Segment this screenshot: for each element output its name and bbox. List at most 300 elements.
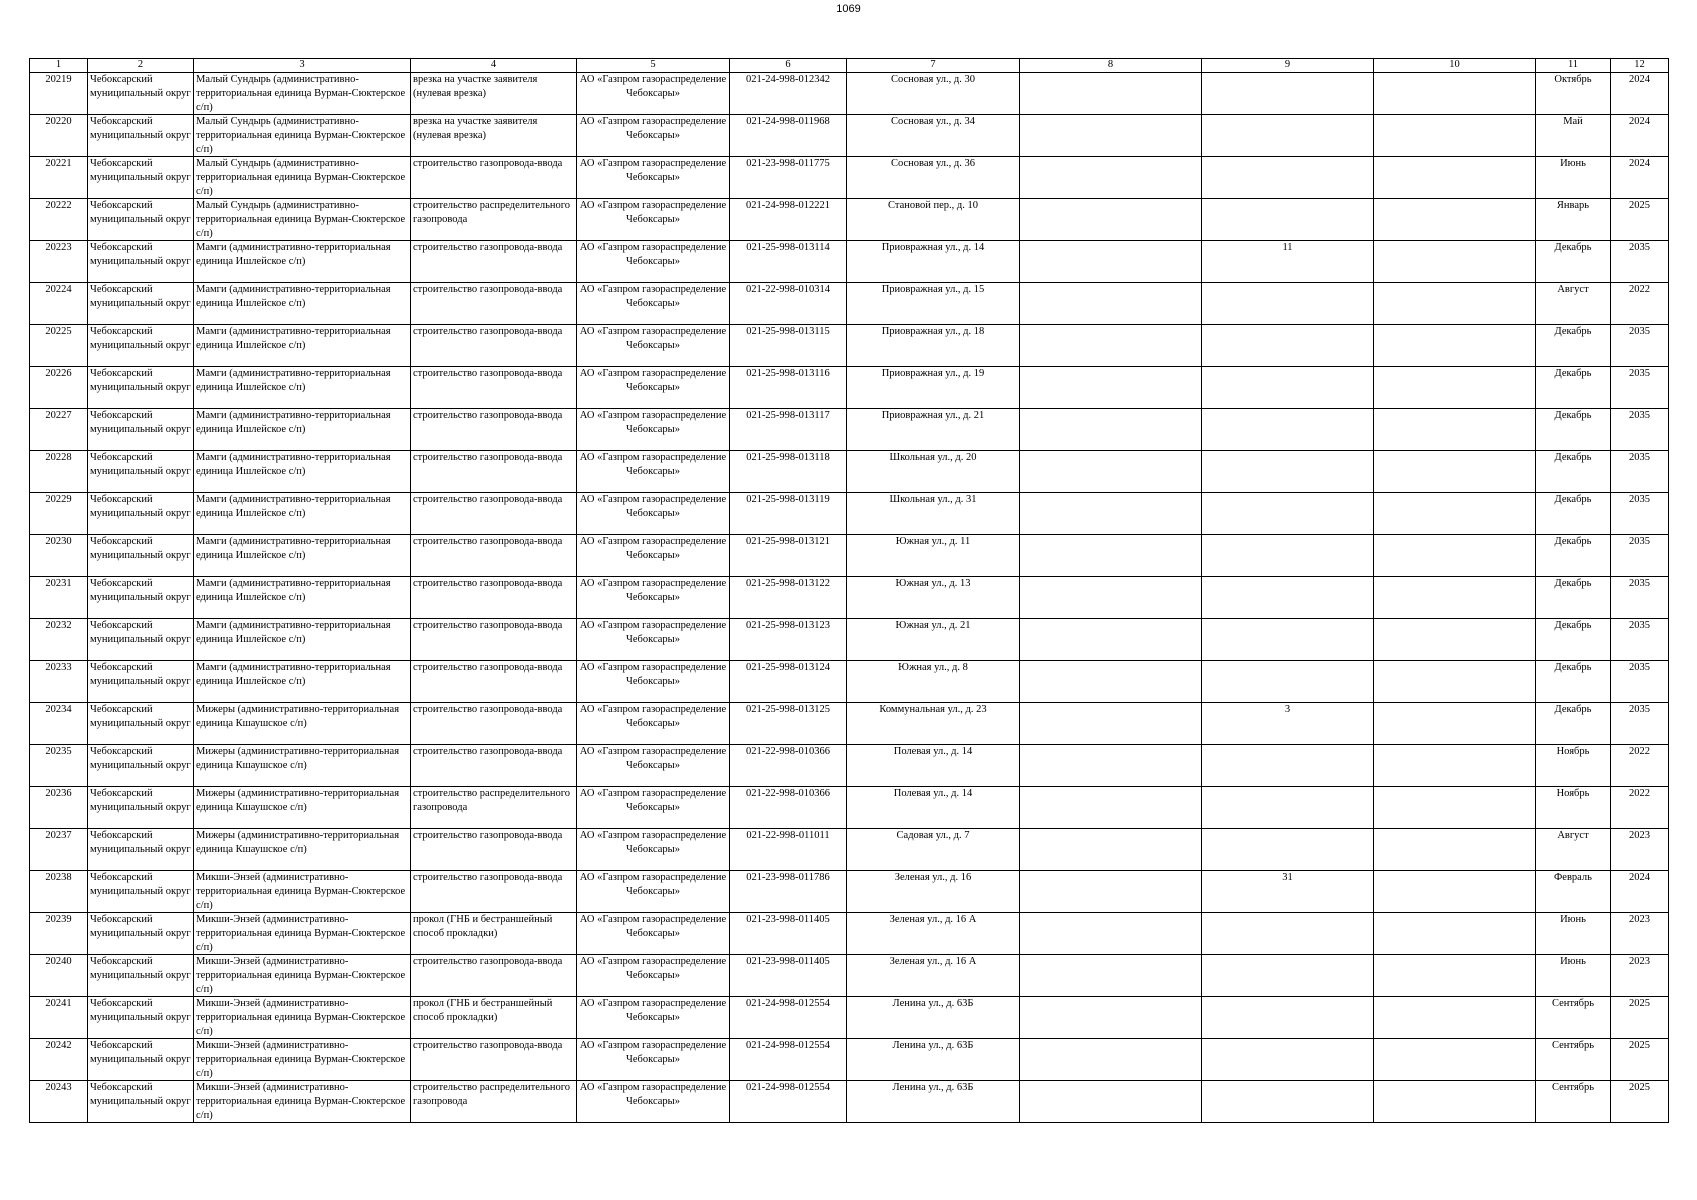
application-number-cell-text: 021-25-998-013116 — [746, 368, 830, 379]
year-cell — [1611, 157, 1669, 199]
year-cell — [1611, 493, 1669, 535]
column-10-cell — [1374, 409, 1536, 451]
address-cell — [847, 703, 1020, 745]
month-cell — [1536, 115, 1611, 157]
column-number-header: 3 — [194, 59, 411, 73]
year-cell — [1611, 787, 1669, 829]
address-cell-text: Сосновая ул., д. 30 — [891, 74, 975, 85]
work-type-cell-text: строительство газопровода-ввода — [413, 662, 563, 673]
application-number-cell-text: 021-25-998-013123 — [746, 620, 830, 631]
year-cell-text: 2024 — [1629, 74, 1650, 85]
year-cell — [1611, 199, 1669, 241]
settlement-cell — [194, 997, 411, 1039]
municipal-district-cell — [88, 283, 194, 325]
column-8-cell — [1020, 409, 1202, 451]
column-10-cell — [1374, 661, 1536, 703]
month-cell — [1536, 619, 1611, 661]
address-cell-text: Полевая ул., д. 14 — [893, 788, 973, 799]
municipal-district-cell-text: Чебоксарский муниципальный округ — [90, 578, 191, 603]
work-type-cell-text: строительство газопровода-ввода — [413, 956, 563, 967]
application-number-cell — [730, 367, 847, 409]
record-number-cell — [30, 493, 88, 535]
record-number-cell-text: 20240 — [45, 956, 72, 967]
column-number-header: 12 — [1611, 59, 1669, 73]
month-cell-text: Август — [1557, 284, 1589, 295]
record-number-cell — [30, 409, 88, 451]
settlement-cell — [194, 577, 411, 619]
record-number-cell — [30, 703, 88, 745]
work-type-cell-text: врезка на участке заявителя (нулевая врезка) — [413, 74, 538, 99]
municipal-district-cell-text: Чебоксарский муниципальный округ — [90, 284, 191, 309]
column-8-cell — [1020, 913, 1202, 955]
table-row — [30, 955, 1669, 997]
organization-cell-text: АО «Газпром газораспределение Чебоксары» — [579, 620, 727, 645]
municipal-district-cell — [88, 661, 194, 703]
municipal-district-cell — [88, 409, 194, 451]
column-10-cell — [1374, 115, 1536, 157]
month-cell — [1536, 703, 1611, 745]
record-number-cell — [30, 1039, 88, 1081]
record-number-cell — [30, 73, 88, 115]
month-cell-text: Декабрь — [1554, 578, 1592, 589]
settlement-cell-text: Мамги (административно-территориальная единица Ишлейское с/п) — [196, 368, 391, 393]
settlement-cell — [194, 787, 411, 829]
column-8-cell — [1020, 1039, 1202, 1081]
year-cell-text: 2035 — [1629, 578, 1650, 589]
application-number-cell — [730, 493, 847, 535]
work-type-cell-text: прокол (ГНБ и бестраншейный способ прокладки) — [413, 998, 553, 1023]
municipal-district-cell — [88, 703, 194, 745]
record-number-cell — [30, 157, 88, 199]
column-number-header: 5 — [577, 59, 730, 73]
address-cell-text: Садовая ул., д. 7 — [896, 830, 970, 841]
address-cell-text: Зеленая ул., д. 16 — [894, 872, 972, 883]
settlement-cell-text: Мамги (административно-территориальная единица Ишлейское с/п) — [196, 326, 391, 351]
application-number-cell-text: 021-25-998-013125 — [746, 704, 830, 715]
month-cell-text: Январь — [1556, 200, 1590, 211]
month-cell — [1536, 1081, 1611, 1123]
settlement-cell-text: Микши-Энзей (административно-территориальная единица Вурман-Сюктерское с/п) — [196, 1040, 406, 1079]
column-number-header: 6 — [730, 59, 847, 73]
table-row — [30, 661, 1669, 703]
settlement-cell-text: Микши-Энзей (административно-территориальная единица Вурман-Сюктерское с/п) — [196, 998, 406, 1037]
month-cell-text: Август — [1557, 830, 1589, 841]
month-cell-text: Декабрь — [1554, 368, 1592, 379]
settlement-cell — [194, 1039, 411, 1081]
column-10-cell — [1374, 619, 1536, 661]
month-cell — [1536, 283, 1611, 325]
record-number-cell-text: 20231 — [45, 578, 72, 589]
month-cell-text: Сентябрь — [1551, 1082, 1595, 1093]
work-type-cell — [411, 745, 577, 787]
application-number-cell-text: 021-23-998-011786 — [746, 872, 830, 883]
application-number-cell — [730, 199, 847, 241]
month-cell — [1536, 157, 1611, 199]
month-cell — [1536, 661, 1611, 703]
municipal-district-cell — [88, 241, 194, 283]
record-number-cell-text: 20241 — [45, 998, 72, 1009]
settlement-cell-text: Мижеры (административно-территориальная единица Кшаушское с/п) — [196, 746, 400, 771]
column-number-header: 9 — [1202, 59, 1374, 73]
municipal-district-cell — [88, 871, 194, 913]
table-row — [30, 871, 1669, 913]
work-type-cell-text: строительство газопровода-ввода — [413, 536, 563, 547]
column-8-cell — [1020, 325, 1202, 367]
application-number-cell — [730, 619, 847, 661]
municipal-district-cell — [88, 997, 194, 1039]
year-cell — [1611, 829, 1669, 871]
work-type-cell — [411, 955, 577, 997]
organization-cell — [577, 661, 730, 703]
municipal-district-cell-text: Чебоксарский муниципальный округ — [90, 494, 191, 519]
year-cell — [1611, 73, 1669, 115]
work-type-cell — [411, 913, 577, 955]
register-table — [29, 58, 1669, 1123]
year-cell — [1611, 913, 1669, 955]
application-number-cell-text: 021-25-998-013122 — [746, 578, 830, 589]
application-number-cell-text: 021-22-998-010314 — [746, 284, 830, 295]
work-type-cell — [411, 241, 577, 283]
table-row — [30, 829, 1669, 871]
work-type-cell-text: строительство газопровода-ввода — [413, 578, 563, 589]
address-cell-text: Ленина ул., д. 63Б — [892, 1082, 974, 1093]
organization-cell-text: АО «Газпром газораспределение Чебоксары» — [579, 284, 727, 309]
work-type-cell — [411, 577, 577, 619]
address-cell-text: Школьная ул., д. 20 — [889, 452, 977, 463]
application-number-cell-text: 021-22-998-011011 — [746, 830, 830, 841]
record-number-cell-text: 20233 — [45, 662, 72, 673]
address-cell — [847, 367, 1020, 409]
column-number-header: 4 — [411, 59, 577, 73]
settlement-cell — [194, 325, 411, 367]
municipal-district-cell — [88, 73, 194, 115]
column-9-cell — [1202, 451, 1374, 493]
work-type-cell-text: строительство газопровода-ввода — [413, 158, 563, 169]
column-9-cell — [1202, 577, 1374, 619]
settlement-cell — [194, 493, 411, 535]
month-cell-text: Сентябрь — [1551, 998, 1595, 1009]
settlement-cell-text: Микши-Энзей (административно-территориальная единица Вурман-Сюктерское с/п) — [196, 1082, 406, 1121]
column-8-cell — [1020, 451, 1202, 493]
year-cell-text: 2025 — [1629, 998, 1650, 1009]
record-number-cell-text: 20232 — [45, 620, 72, 631]
address-cell — [847, 73, 1020, 115]
municipal-district-cell — [88, 1081, 194, 1123]
table-row — [30, 115, 1669, 157]
municipal-district-cell — [88, 787, 194, 829]
settlement-cell — [194, 115, 411, 157]
column-9-cell — [1202, 619, 1374, 661]
year-cell-text: 2035 — [1629, 242, 1650, 253]
municipal-district-cell-text: Чебоксарский муниципальный округ — [90, 662, 191, 687]
organization-cell — [577, 703, 730, 745]
address-cell — [847, 241, 1020, 283]
organization-cell-text: АО «Газпром газораспределение Чебоксары» — [579, 74, 727, 99]
municipal-district-cell-text: Чебоксарский муниципальный округ — [90, 452, 191, 477]
organization-cell-text: АО «Газпром газораспределение Чебоксары» — [579, 788, 727, 813]
column-8-cell — [1020, 703, 1202, 745]
table-row — [30, 73, 1669, 115]
settlement-cell-text: Мамги (административно-территориальная единица Ишлейское с/п) — [196, 494, 391, 519]
column-8-cell — [1020, 535, 1202, 577]
column-9-cell — [1202, 199, 1374, 241]
column-10-cell — [1374, 73, 1536, 115]
table-row — [30, 1081, 1669, 1123]
settlement-cell-text: Мамги (административно-территориальная единица Ишлейское с/п) — [196, 536, 391, 561]
municipal-district-cell — [88, 1039, 194, 1081]
record-number-cell-text: 20237 — [45, 830, 72, 841]
column-9-cell — [1202, 325, 1374, 367]
organization-cell — [577, 871, 730, 913]
work-type-cell-text: строительство газопровода-ввода — [413, 368, 563, 379]
settlement-cell — [194, 1081, 411, 1123]
column-8-cell — [1020, 745, 1202, 787]
address-cell — [847, 115, 1020, 157]
column-8-cell — [1020, 1081, 1202, 1123]
application-number-cell-text: 021-22-998-010366 — [746, 746, 830, 757]
table-row — [30, 241, 1669, 283]
application-number-cell-text: 021-24-998-012554 — [746, 1082, 830, 1093]
year-cell-text: 2035 — [1629, 326, 1650, 337]
municipal-district-cell-text: Чебоксарский муниципальный округ — [90, 536, 191, 561]
organization-cell — [577, 493, 730, 535]
municipal-district-cell-text: Чебоксарский муниципальный округ — [90, 116, 191, 141]
column-number-header: 11 — [1536, 59, 1611, 73]
work-type-cell — [411, 409, 577, 451]
year-cell-text: 2035 — [1629, 452, 1650, 463]
year-cell — [1611, 955, 1669, 997]
municipal-district-cell — [88, 619, 194, 661]
month-cell-text: Ноябрь — [1556, 746, 1590, 757]
month-cell — [1536, 409, 1611, 451]
settlement-cell-text: Малый Сундырь (административно-территориальная единица Вурман-Сюктерское с/п) — [196, 200, 406, 239]
record-number-cell — [30, 871, 88, 913]
record-number-cell — [30, 745, 88, 787]
column-9-cell — [1202, 787, 1374, 829]
address-cell — [847, 787, 1020, 829]
column-10-cell — [1374, 451, 1536, 493]
column-9-cell — [1202, 493, 1374, 535]
year-cell — [1611, 367, 1669, 409]
column-8-cell — [1020, 157, 1202, 199]
record-number-cell — [30, 451, 88, 493]
work-type-cell — [411, 829, 577, 871]
address-cell-text: Южная ул., д. 21 — [895, 620, 971, 631]
month-cell-text: Декабрь — [1554, 452, 1592, 463]
settlement-cell-text: Мамги (административно-территориальная единица Ишлейское с/п) — [196, 578, 391, 603]
organization-cell — [577, 745, 730, 787]
work-type-cell-text: строительство газопровода-ввода — [413, 1040, 563, 1051]
month-cell — [1536, 199, 1611, 241]
column-9-cell — [1202, 871, 1374, 913]
column-9-cell-text: 11 — [1282, 242, 1293, 253]
settlement-cell — [194, 157, 411, 199]
table-row — [30, 157, 1669, 199]
work-type-cell — [411, 997, 577, 1039]
column-10-cell — [1374, 997, 1536, 1039]
record-number-cell-text: 20234 — [45, 704, 72, 715]
year-cell — [1611, 661, 1669, 703]
work-type-cell — [411, 661, 577, 703]
municipal-district-cell-text: Чебоксарский муниципальный округ — [90, 158, 191, 183]
month-cell — [1536, 955, 1611, 997]
column-10-cell — [1374, 325, 1536, 367]
work-type-cell-text: строительство газопровода-ввода — [413, 830, 563, 841]
year-cell — [1611, 619, 1669, 661]
work-type-cell-text: строительство газопровода-ввода — [413, 620, 563, 631]
address-cell — [847, 451, 1020, 493]
table-row — [30, 913, 1669, 955]
application-number-cell — [730, 703, 847, 745]
column-8-cell — [1020, 241, 1202, 283]
column-8-cell — [1020, 367, 1202, 409]
application-number-cell — [730, 577, 847, 619]
record-number-cell — [30, 115, 88, 157]
settlement-cell — [194, 199, 411, 241]
year-cell — [1611, 703, 1669, 745]
column-10-cell — [1374, 199, 1536, 241]
column-9-cell — [1202, 703, 1374, 745]
address-cell-text: Южная ул., д. 8 — [898, 662, 968, 673]
year-cell-text: 2035 — [1629, 620, 1650, 631]
municipal-district-cell-text: Чебоксарский муниципальный округ — [90, 872, 191, 897]
record-number-cell — [30, 955, 88, 997]
organization-cell-text: АО «Газпром газораспределение Чебоксары» — [579, 116, 727, 141]
address-cell-text: Ленина ул., д. 63Б — [892, 1040, 974, 1051]
month-cell-text: Июнь — [1560, 914, 1586, 925]
table-row — [30, 493, 1669, 535]
record-number-cell-text: 20225 — [45, 326, 72, 337]
work-type-cell — [411, 1081, 577, 1123]
settlement-cell — [194, 745, 411, 787]
municipal-district-cell — [88, 493, 194, 535]
settlement-cell — [194, 619, 411, 661]
year-cell-text: 2025 — [1629, 1082, 1650, 1093]
month-cell-text: Декабрь — [1554, 242, 1592, 253]
application-number-cell-text: 021-25-998-013117 — [746, 410, 830, 421]
organization-cell-text: АО «Газпром газораспределение Чебоксары» — [579, 200, 727, 225]
address-cell-text: Приовражная ул., д. 21 — [881, 410, 985, 421]
month-cell — [1536, 451, 1611, 493]
record-number-cell-text: 20226 — [45, 368, 72, 379]
organization-cell — [577, 73, 730, 115]
month-cell-text: Декабрь — [1554, 620, 1592, 631]
column-10-cell — [1374, 241, 1536, 283]
application-number-cell — [730, 745, 847, 787]
municipal-district-cell — [88, 577, 194, 619]
year-cell — [1611, 997, 1669, 1039]
column-8-cell — [1020, 283, 1202, 325]
organization-cell — [577, 325, 730, 367]
organization-cell-text: АО «Газпром газораспределение Чебоксары» — [579, 368, 727, 393]
application-number-cell — [730, 73, 847, 115]
municipal-district-cell-text: Чебоксарский муниципальный округ — [90, 956, 191, 981]
organization-cell-text: АО «Газпром газораспределение Чебоксары» — [579, 662, 727, 687]
settlement-cell — [194, 535, 411, 577]
column-9-cell — [1202, 283, 1374, 325]
column-10-cell — [1374, 787, 1536, 829]
year-cell-text: 2035 — [1629, 368, 1650, 379]
work-type-cell-text: прокол (ГНБ и бестраншейный способ прокладки) — [413, 914, 553, 939]
year-cell-text: 2024 — [1629, 116, 1650, 127]
column-number-header: 8 — [1020, 59, 1202, 73]
record-number-cell — [30, 913, 88, 955]
settlement-cell-text: Микши-Энзей (административно-территориальная единица Вурман-Сюктерское с/п) — [196, 914, 406, 953]
month-cell — [1536, 535, 1611, 577]
settlement-cell — [194, 829, 411, 871]
organization-cell — [577, 241, 730, 283]
column-8-cell — [1020, 661, 1202, 703]
settlement-cell-text: Мамги (административно-территориальная единица Ишлейское с/п) — [196, 410, 391, 435]
address-cell — [847, 199, 1020, 241]
application-number-cell-text: 021-23-998-011405 — [746, 914, 830, 925]
application-number-cell-text: 021-24-998-012342 — [746, 74, 830, 85]
organization-cell-text: АО «Газпром газораспределение Чебоксары» — [579, 998, 727, 1023]
year-cell-text: 2022 — [1629, 746, 1650, 757]
application-number-cell — [730, 157, 847, 199]
table-header — [30, 59, 1669, 73]
column-10-cell — [1374, 955, 1536, 997]
table-row — [30, 997, 1669, 1039]
municipal-district-cell-text: Чебоксарский муниципальный округ — [90, 830, 191, 855]
month-cell — [1536, 913, 1611, 955]
work-type-cell-text: строительство распределительного газопровода — [413, 200, 571, 225]
column-9-cell — [1202, 367, 1374, 409]
work-type-cell-text: строительство газопровода-ввода — [413, 452, 563, 463]
organization-cell — [577, 997, 730, 1039]
column-8-cell — [1020, 787, 1202, 829]
column-10-cell — [1374, 535, 1536, 577]
work-type-cell-text: строительство газопровода-ввода — [413, 746, 563, 757]
application-number-cell — [730, 661, 847, 703]
year-cell — [1611, 535, 1669, 577]
application-number-cell-text: 021-24-998-012221 — [746, 200, 830, 211]
column-10-cell — [1374, 871, 1536, 913]
column-10-cell — [1374, 493, 1536, 535]
application-number-cell-text: 021-25-998-013124 — [746, 662, 830, 673]
column-number-header: 7 — [847, 59, 1020, 73]
column-8-cell — [1020, 997, 1202, 1039]
record-number-cell-text: 20242 — [45, 1040, 72, 1051]
column-9-cell — [1202, 409, 1374, 451]
column-9-cell — [1202, 1081, 1374, 1123]
address-cell-text: Приовражная ул., д. 15 — [881, 284, 985, 295]
municipal-district-cell — [88, 535, 194, 577]
address-cell-text: Сосновая ул., д. 36 — [891, 158, 975, 169]
column-number-header: 1 — [30, 59, 88, 73]
organization-cell-text: АО «Газпром газораспределение Чебоксары» — [579, 494, 727, 519]
address-cell — [847, 577, 1020, 619]
table-row — [30, 325, 1669, 367]
record-number-cell-text: 20220 — [45, 116, 72, 127]
municipal-district-cell — [88, 451, 194, 493]
year-cell-text: 2023 — [1629, 956, 1650, 967]
month-cell — [1536, 367, 1611, 409]
address-cell — [847, 493, 1020, 535]
organization-cell — [577, 451, 730, 493]
column-number-header: 10 — [1374, 59, 1536, 73]
work-type-cell-text: строительство газопровода-ввода — [413, 410, 563, 421]
month-cell — [1536, 577, 1611, 619]
column-9-cell — [1202, 745, 1374, 787]
settlement-cell — [194, 241, 411, 283]
municipal-district-cell-text: Чебоксарский муниципальный округ — [90, 914, 191, 939]
month-cell — [1536, 241, 1611, 283]
record-number-cell-text: 20223 — [45, 242, 72, 253]
municipal-district-cell — [88, 157, 194, 199]
municipal-district-cell-text: Чебоксарский муниципальный округ — [90, 1082, 191, 1107]
municipal-district-cell-text: Чебоксарский муниципальный округ — [90, 746, 191, 771]
